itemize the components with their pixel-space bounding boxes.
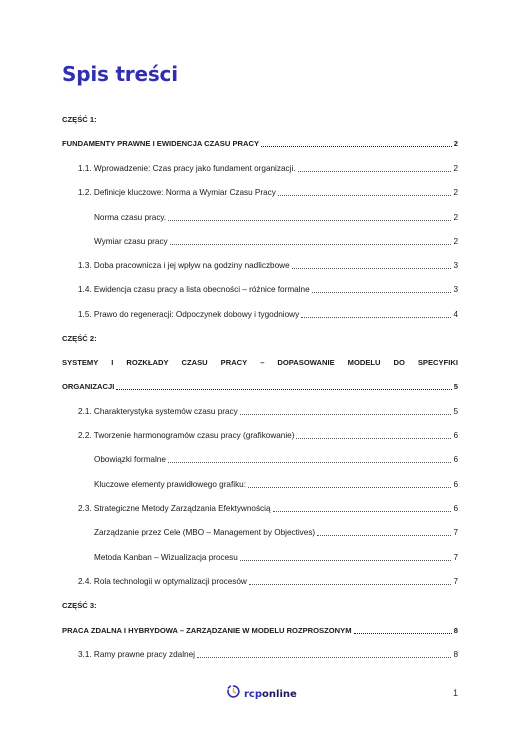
toc-entry[interactable]	[62, 261, 458, 271]
heading-word: –	[260, 358, 265, 367]
toc-entry[interactable]	[62, 577, 458, 587]
toc-page-number: 6	[453, 431, 458, 440]
dot-leader	[240, 414, 452, 415]
page-number: 1	[452, 688, 458, 698]
clock-icon	[226, 684, 241, 704]
heading-word: PRACY	[220, 358, 248, 367]
dot-leader	[261, 146, 452, 147]
heading-word: ROZKŁADY	[126, 358, 169, 367]
toc-entry-part1[interactable]	[62, 139, 458, 149]
toc-page-number: 2	[453, 188, 458, 197]
toc-entry-label: 2.3. Strategiczne Metody Zarządzania Efektywnością	[78, 504, 271, 513]
dot-leader	[170, 244, 452, 245]
dot-leader	[197, 657, 451, 658]
toc-entry-label: Obowiązki formalne	[94, 455, 166, 464]
toc-entry[interactable]	[62, 237, 458, 247]
heading-word: SYSTEMY	[62, 358, 99, 367]
toc-page-number: 2	[453, 237, 458, 246]
toc-page-number: 3	[453, 285, 458, 294]
toc-entry[interactable]	[62, 553, 458, 563]
toc-entry-part3[interactable]	[62, 626, 458, 636]
brand-logo	[226, 684, 297, 704]
toc-page-number: 6	[453, 504, 458, 513]
toc-entry[interactable]	[62, 431, 458, 441]
toc-entry[interactable]	[62, 188, 458, 198]
heading-word: DOPASOWANIE	[277, 358, 335, 367]
part-label: CZĘŚĆ 2:	[62, 334, 97, 343]
heading-word: MODELU	[347, 358, 381, 367]
toc-entry[interactable]	[62, 310, 458, 320]
toc-entry-label: FUNDAMENTY PRAWNE I EWIDENCJA CZASU PRACY	[62, 139, 260, 148]
toc-entry-label: 1.1. Wprowadzenie: Czas pracy jako fundament organizacji.	[78, 164, 296, 173]
toc-entry-label: Norma czasu pracy.	[94, 213, 167, 222]
toc-entry[interactable]	[62, 407, 458, 417]
toc-entry-label: 2.2. Tworzenie harmonogramów czasu pracy (grafikowanie)	[78, 431, 295, 440]
part-label: CZĘŚĆ 1:	[62, 115, 97, 124]
toc-entry[interactable]	[62, 650, 458, 660]
toc-entry-label: 3.1. Ramy prawne pracy zdalnej	[78, 650, 195, 659]
toc-entry-label: 1.4. Ewidencja czasu pracy a lista obecności – różnice formalne	[78, 285, 310, 294]
toc-page-number: 6	[453, 455, 458, 464]
toc-entry[interactable]	[62, 528, 458, 538]
dot-leader	[273, 511, 452, 512]
toc-entry-label: 2.4. Rola technologii w optymalizacji procesów	[78, 577, 247, 586]
dot-leader	[240, 560, 452, 561]
toc-entry-label: Zarządzanie przez Cele (MBO – Management by Objectives)	[94, 528, 316, 537]
toc-entry[interactable]	[62, 213, 458, 223]
heading-word: SPECYFIKI	[417, 358, 458, 367]
dot-leader	[296, 438, 451, 439]
toc-entry-label: Kluczowe elementy prawidłowego grafiku:	[94, 480, 247, 489]
toc-entry[interactable]	[62, 455, 458, 465]
dot-leader	[248, 487, 451, 488]
dot-leader	[116, 389, 451, 390]
toc-entry-part2-line1[interactable]	[62, 358, 458, 367]
toc-page-number: 2	[453, 213, 458, 222]
toc-page-number: 8	[453, 650, 458, 659]
toc-entry-label: 1.5. Prawo do regeneracji: Odpoczynek dobowy i tygodniowy	[78, 310, 300, 319]
dot-leader	[298, 171, 452, 172]
heading-word: CZASU	[181, 358, 208, 367]
dot-leader	[312, 292, 452, 293]
toc-page-number: 6	[453, 480, 458, 489]
toc-page-number: 3	[453, 261, 458, 270]
page-title: Spis treści	[62, 62, 178, 86]
toc-entry-label: PRACA ZDALNA I HYBRYDOWA – ZARZĄDZANIE W MODELU ROZPROSZONYM	[62, 626, 352, 635]
dot-leader	[278, 195, 452, 196]
toc-page-number: 7	[453, 528, 458, 537]
toc-entry-label: Wymiar czasu pracy	[94, 237, 168, 246]
toc-page-number: 7	[453, 553, 458, 562]
toc-entry-part2-line2[interactable]	[62, 382, 458, 392]
toc-entry-label: Metoda Kanban – Wizualizacja procesu	[94, 553, 238, 562]
dot-leader	[249, 584, 452, 585]
toc-entry-label: 1.2. Definicje kluczowe: Norma a Wymiar Czasu Pracy	[78, 188, 276, 197]
heading-word: DO	[393, 358, 405, 367]
toc-entry[interactable]	[62, 480, 458, 490]
logo-wordmark: rcponline	[244, 688, 297, 700]
toc-page-number: 5	[453, 382, 458, 391]
toc-page-number: 2	[453, 164, 458, 173]
toc-page-number: 7	[453, 577, 458, 586]
toc-entry-label: ORGANIZACJI	[62, 382, 115, 391]
heading-word: I	[111, 358, 114, 367]
dot-leader	[317, 535, 451, 536]
toc-page-number: 2	[453, 139, 458, 148]
toc-entry[interactable]	[62, 164, 458, 174]
dot-leader	[292, 268, 452, 269]
toc-entry[interactable]	[62, 504, 458, 514]
dot-leader	[301, 317, 451, 318]
toc-page-number: 5	[453, 407, 458, 416]
toc-entry[interactable]	[62, 285, 458, 295]
toc-page-number: 4	[453, 310, 458, 319]
dot-leader	[168, 462, 452, 463]
toc-entry-label: 1.3. Doba pracownicza i jej wpływ na godziny nadliczbowe	[78, 261, 290, 270]
part-label: CZĘŚĆ 3:	[62, 601, 97, 610]
toc-entry-label: 2.1. Charakterystyka systemów czasu pracy	[78, 407, 238, 416]
toc-page-number: 8	[453, 626, 458, 635]
dot-leader	[354, 633, 452, 634]
dot-leader	[168, 220, 451, 221]
